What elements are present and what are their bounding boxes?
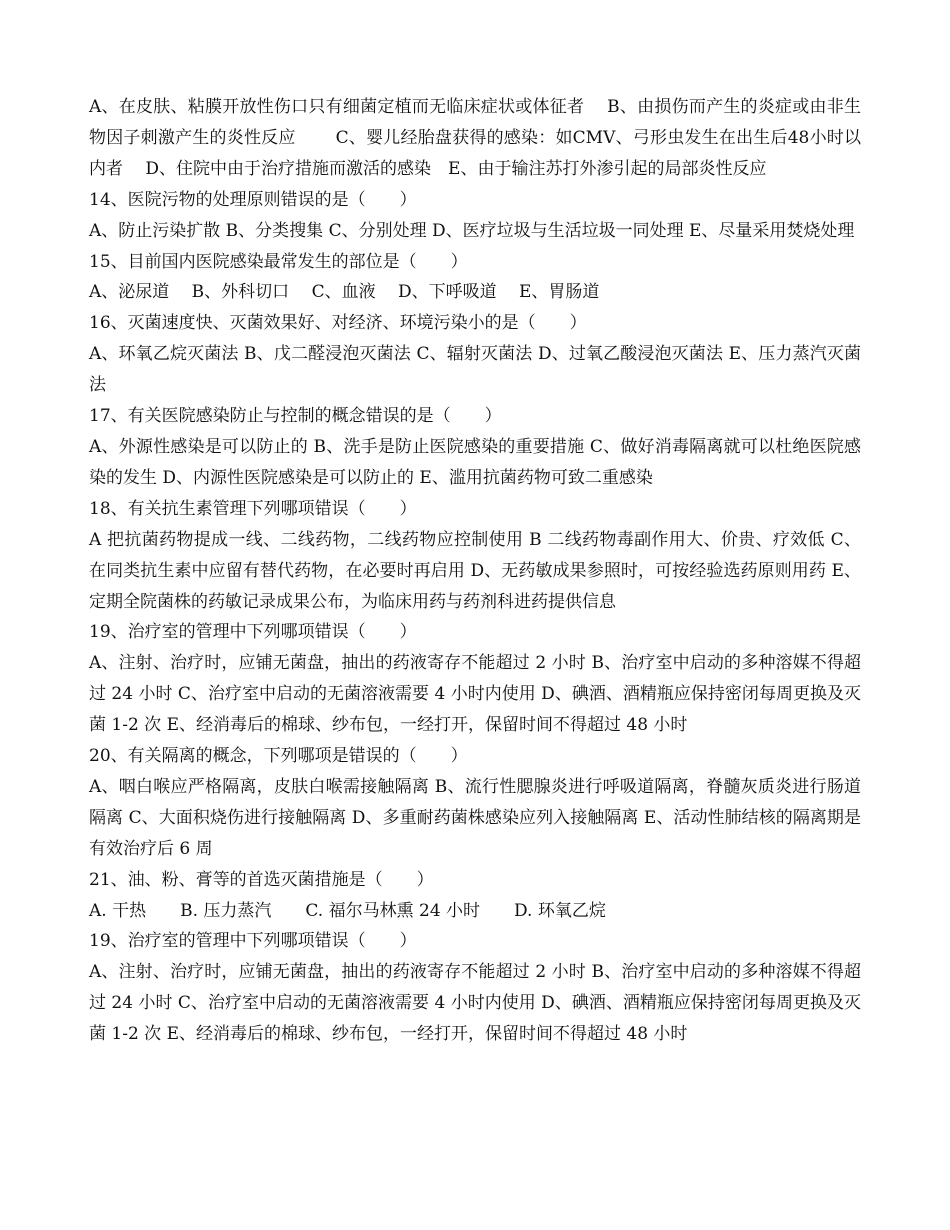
answer-options-20: A、咽白喉应严格隔离，皮肤白喉需接触隔离 B、流行性腮腺炎进行呼吸道隔离，脊髓灰质炎进行肠道隔离 C、大面积烧伤进行接触隔离 D、多重耐药菌株感染应列入接触隔离 E、活动性肺结核的隔离期是有效治疗后 6 周	[89, 776, 861, 859]
answer-options-17: A、外源性感染是可以防止的 B、洗手是防止医院感染的重要措施 C、做好消毒隔离就可以杜绝医院感染的发生 D、内源性医院感染是可以防止的 E、滥用抗菌药物可致二重感染	[89, 436, 861, 488]
answer-options-21: A. 干热 B. 压力蒸汽 C. 福尔马林熏 24 小时 D. 环氧乙烷	[89, 900, 606, 921]
question-20: 20、有关隔离的概念，下列哪项是错误的（ ）	[89, 746, 468, 767]
question-14: 14、医院污物的处理原则错误的是（ ）	[89, 189, 417, 210]
question-16: 16、灭菌速度快、灭菌效果好、对经济、环境污染小的是（ ）	[89, 313, 587, 334]
document-page	[89, 92, 861, 1050]
question-19-repeat: 19、治疗室的管理中下列哪项错误（ ）	[89, 931, 417, 952]
question-19: 19、治疗室的管理中下列哪项错误（ ）	[89, 622, 417, 643]
question-18: 18、有关抗生素管理下列哪项错误（ ）	[89, 498, 417, 519]
answer-options-15: A、泌尿道 B、外科切口 C、血液 D、下呼吸道 E、胃肠道	[89, 282, 600, 303]
answer-options-19-repeat: A、注射、治疗时，应铺无菌盘，抽出的药液寄存不能超过 2 小时 B、治疗室中启动的多种溶媒不得超过 24 小时 C、治疗室中启动的无菌溶液需要 4 小时内使用 D、碘酒、酒精瓶应保持密闭每周更换及灭菌 1-2 次 E、经消毒后的棉球、纱布包，一经打开，保留时间不得超过 48 小时	[89, 962, 861, 1045]
answer-options-16: A、环氧乙烷灭菌法 B、戊二醛浸泡灭菌法 C、辐射灭菌法 D、过氧乙酸浸泡灭菌法 E、压力蒸汽灭菌法	[89, 344, 861, 396]
question-15: 15、目前国内医院感染最常发生的部位是（ ）	[89, 251, 468, 272]
question-21: 21、油、粉、膏等的首选灭菌措施是（ ）	[89, 869, 434, 890]
answer-options-19: A、注射、治疗时，应铺无菌盘，抽出的药液寄存不能超过 2 小时 B、治疗室中启动的多种溶媒不得超过 24 小时 C、治疗室中启动的无菌溶液需要 4 小时内使用 D、碘酒、酒精瓶应保持密闭每周更换及灭菌 1-2 次 E、经消毒后的棉球、纱布包，一经打开，保留时间不得超过 48 小时	[89, 653, 861, 736]
answer-options-18: A 把抗菌药物提成一线、二线药物，二线药物应控制使用 B 二线药物毒副作用大、价贵、疗效低 C、在同类抗生素中应留有替代药物，在必要时再启用 D、无药敏成果参照时，可按经验选药原则用药 E、定期全院菌株的药敏记录成果公布，为临床用药与药剂科进药提供信息	[89, 529, 861, 612]
question-17: 17、有关医院感染防止与控制的概念错误的是（ ）	[89, 406, 502, 427]
answer-options-14: A、防止污染扩散 B、分类搜集 C、分别处理 D、医疗垃圾与生活垃圾一同处理 E、尽量采用焚烧处理	[89, 220, 855, 241]
answer-options-13: A、在皮肤、粘膜开放性伤口只有细菌定植而无临床症状或体征者 B、由损伤而产生的炎症或由非生物因子刺激产生的炎性反应 C、婴儿经胎盘获得的感染：如CMV、弓形虫发生在出生后48小时以内者 D、住院中由于治疗措施而激活的感染 E、由于输注苏打外渗引起的局部炎性反应	[89, 97, 861, 179]
